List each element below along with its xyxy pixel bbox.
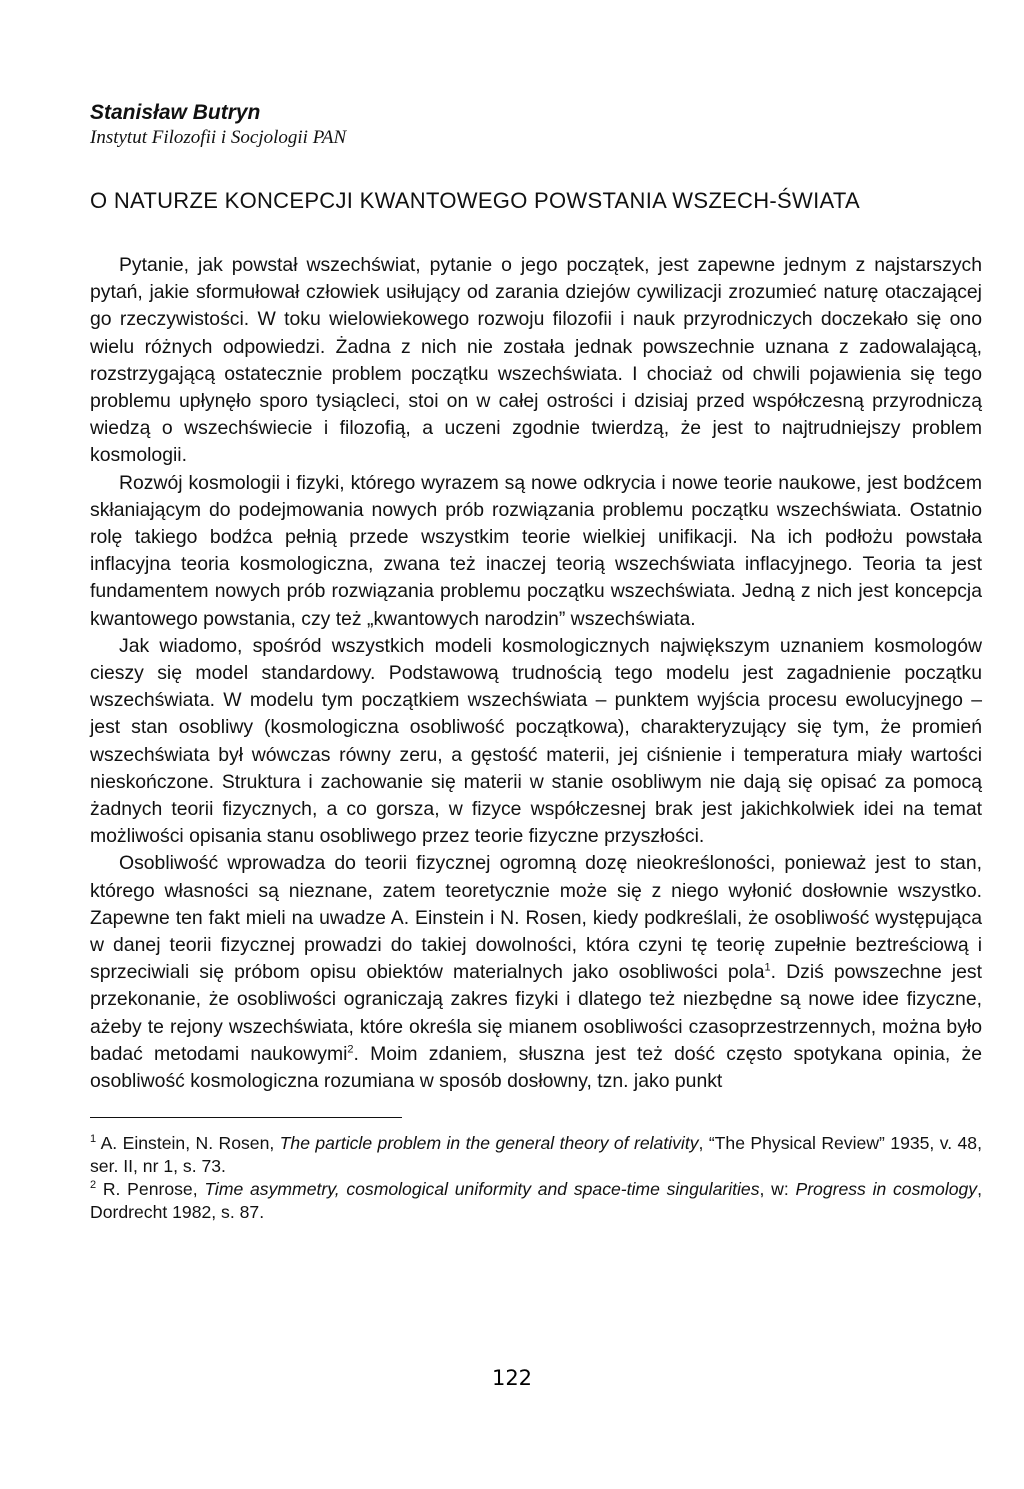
footnote-1-source: , “The Physical Review” 1935, v. 48, ser. II, nr 1, s. 73. xyxy=(90,1133,982,1177)
author-name: Stanisław Butryn xyxy=(90,101,261,124)
page xyxy=(90,100,982,1224)
footnote-2-title: Time asymmetry, cosmological uniformity and space-time singularities xyxy=(204,1179,760,1200)
footnote-1-number: 1 xyxy=(90,1133,97,1146)
footnotes xyxy=(90,1132,982,1224)
footnote-2-connector: , w: xyxy=(759,1179,796,1200)
footnote-2 xyxy=(90,1178,982,1224)
footnote-1-title: The particle problem in the general theory of relativity xyxy=(279,1133,699,1154)
footnote-ref-2[interactable]: 2 xyxy=(347,1043,354,1056)
footnote-ref-1[interactable]: 1 xyxy=(764,961,771,974)
footnote-2-book: Progress in cosmology xyxy=(795,1179,978,1200)
author-affiliation: Instytut Filozofii i Socjologii PAN xyxy=(90,127,347,148)
article-body xyxy=(90,252,982,1095)
paragraph-4-part-c: . Moim zdaniem, słuszna jest też dość często spotykana opinia, że osobliwość kosmologiczna rozumiana w sposób dosłowny, tzn. jako punkt xyxy=(90,1042,982,1093)
article-title: O NATURZE KONCEPCJI KWANTOWEGO POWSTANIA WSZECH-ŚWIATA xyxy=(90,188,860,213)
paragraph-4-part-a: Osobliwość wprowadza do teorii fizycznej ogromną dozę nieokreśloności, ponieważ jest to stan, którego własności są nieznane, zatem teoretycznie może się z niego wyłonić dosłownie wszystko. Zapewne ten fakt mieli na uwadze A. Einstein i N. Rosen, kiedy podkreślali, że osobliwość występująca w danej teorii fizycznej prowadzi do takiej dowolności, która czyni tę teorię zupełnie beztreściową i sprzeciwiali się próbom opisu obiektów materialnych jako osobliwości pola xyxy=(90,852,982,984)
footnote-1-authors: A. Einstein, N. Rosen, xyxy=(96,1133,280,1154)
paragraph-1: Pytanie, jak powstał wszechświat, pytanie o jego początek, jest zapewne jednym z najstarszych pytań, jakie sformułował człowiek usiłujący od zarania dziejów cywilizacji zrozumieć naturę otaczającej go rzeczywistości. W toku wielowiekowego rozwoju filozofii i nauk przyrodniczych doczekało się ono wielu różnych odpowiedzi. Żadna z nich nie została jednak powszechnie uznana z zadowalającą, rozstrzygającą ostatecznie problem początku wszechświata. I chociaż od chwili pojawienia się tego problemu upłynęło sporo tysiącleci, stoi on w całej ostrości i dzisiaj przed współczesną przyrodniczą wiedzą o wszechświecie i filozofią, a uczeni zgodnie twierdzą, że jest to najtrudniejszy problem kosmologii. xyxy=(90,254,982,467)
footnote-1 xyxy=(90,1132,982,1178)
footnote-separator xyxy=(90,1117,402,1118)
paragraph-4 xyxy=(90,850,982,1095)
paragraph-4-part-b: . Dziś powszechne jest przekonanie, że osobliwości ograniczają zakres fizyki i dlatego też niezbędne są nowe idee fizyczne, ażeby te rejony wszechświata, które określa się mianem osobliwości czasoprzestrzennych, można było badać metodami naukowymi xyxy=(90,961,982,1065)
footnote-2-authors: R. Penrose, xyxy=(96,1179,205,1200)
paragraph-2: Rozwój kosmologii i fizyki, którego wyrazem są nowe odkrycia i nowe teorie naukowe, jest bodźcem skłaniającym do podejmowania nowych prób rozwiązania problemu początku wszechświata. Ostatnio rolę takiego bodźca pełnią przede wszystkim teorie wielkiej unifikacji. Na ich podłożu powstała inflacyjna teoria kosmologiczna, zwana też inaczej teorią wszechświata inflacyjnego. Teoria ta jest fundamentem nowych prób rozwiązania problemu początku wszechświata. Jedną z nich jest koncepcja kwantowego powstania, czy też „kwantowych narodzin” wszechświata. xyxy=(90,471,982,630)
page-number: 122 xyxy=(491,1366,533,1390)
footnote-2-source: , Dordrecht 1982, s. 87. xyxy=(90,1179,982,1223)
footnote-2-number: 2 xyxy=(90,1179,97,1192)
paragraph-3: Jak wiadomo, spośród wszystkich modeli kosmologicznych największym uznaniem kosmologów cieszy się model standardowy. Podstawową trudnością tego modelu jest zagadnienie początku wszechświata. W modelu tym początkiem wszechświata – punktem wyjścia procesu ewolucyjnego – jest stan osobliwy (kosmologiczna osobliwość początkowa), charakteryzujący się tym, że promień wszechświata był wówczas równy zeru, a gęstość materii, jej ciśnienie i temperatura miały wartości nieskończone. Struktura i zachowanie się materii w stanie osobliwym nie dają się opisać za pomocą żadnych teorii fizycznych, a co gorsza, w fizyce współczesnej brak jest jakichkolwiek idei na temat możliwości opisania stanu osobliwego przez teorie fizyczne przyszłości. xyxy=(90,634,982,848)
